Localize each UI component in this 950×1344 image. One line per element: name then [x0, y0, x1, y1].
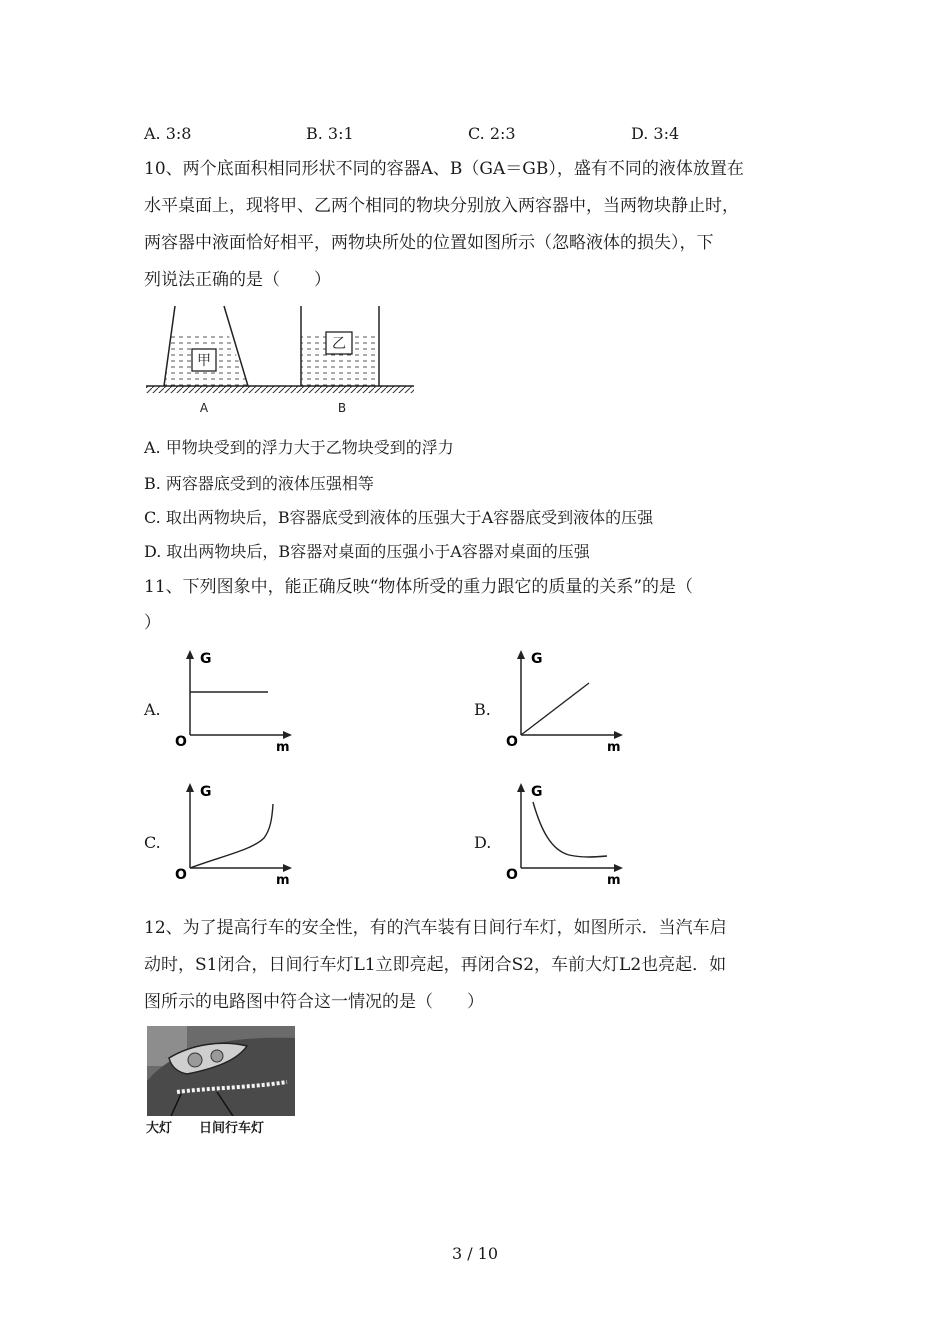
q9-option-a: A. 3:8	[144, 124, 192, 143]
graph-a-label: A.	[144, 700, 161, 719]
q10-option-d: D. 取出两物块后，B容器对桌面的压强小于A容器对桌面的压强	[144, 542, 590, 561]
graph-a-origin: O	[175, 734, 187, 750]
graph-d-curve	[533, 802, 607, 857]
graph-b-origin: O	[506, 734, 518, 750]
container-b-label: B	[337, 401, 347, 415]
car-headlight-photo	[147, 1026, 295, 1116]
graph-b-y-label: G	[531, 651, 543, 667]
graph-c-y-label: G	[200, 784, 212, 800]
block-yi-label: 乙	[332, 336, 346, 352]
photo-caption-headlight: 大灯	[146, 1121, 173, 1136]
graph-d	[503, 780, 628, 890]
q10-stem-line: 水平桌面上，现将甲、乙两个相同的物块分别放入两容器中，当两物块静止时，	[144, 196, 739, 216]
q9-option-c: C. 2:3	[468, 124, 516, 143]
graph-d-label: D.	[474, 833, 492, 852]
graph-a-x-label: m	[276, 740, 290, 755]
photo-caption-daytime-light: 日间行车灯	[199, 1121, 265, 1136]
graph-d-y-label: G	[531, 784, 543, 800]
q10-stem-line: 两容器中液面恰好相平，两物块所处的位置如图所示（忽略液体的损失），下	[144, 233, 714, 253]
graph-b-curve	[521, 683, 589, 735]
graph-b-label: B.	[474, 700, 491, 719]
graph-c-label: C.	[144, 833, 161, 852]
q11-stem-line: 11、下列图象中，能正确反映“物体所受的重力跟它的质量的关系”的是（	[144, 577, 694, 597]
q9-option-d: D. 3:4	[631, 124, 680, 143]
graph-d-x-label: m	[607, 873, 621, 888]
graph-b-x-label: m	[607, 740, 621, 755]
graph-c	[172, 780, 297, 890]
container-a-label: A	[199, 401, 209, 415]
page-number: 3 / 10	[451, 1244, 499, 1263]
q10-option-c: C. 取出两物块后，B容器底受到液体的压强大于A容器底受到液体的压强	[144, 508, 654, 527]
q12-stem-line: 12、为了提高行车的安全性，有的汽车装有日间行车灯，如图所示．当汽车启	[144, 918, 727, 938]
graph-d-origin: O	[506, 867, 518, 883]
graph-a	[172, 647, 297, 757]
graph-b	[503, 647, 628, 757]
q10-stem-line: 10、两个底面积相同形状不同的容器A、B（GA＝GB），盛有不同的液体放置在	[144, 159, 744, 179]
q10-option-a: A. 甲物块受到的浮力大于乙物块受到的浮力	[144, 438, 454, 457]
graph-a-y-label: G	[200, 651, 212, 667]
block-jia-label: 甲	[197, 353, 211, 369]
graph-c-curve	[190, 804, 273, 868]
graph-c-origin: O	[175, 867, 187, 883]
q10-containers-figure	[146, 304, 416, 416]
q11-stem-line: ）	[144, 613, 161, 633]
graph-c-x-label: m	[276, 873, 290, 888]
q10-stem-line: 列说法正确的是（ ）	[144, 270, 331, 290]
q10-option-b: B. 两容器底受到的液体压强相等	[144, 474, 374, 493]
q12-stem-line: 图所示的电路图中符合这一情况的是（ ）	[144, 992, 484, 1012]
q9-option-b: B. 3:1	[306, 124, 354, 143]
q12-stem-line: 动时，S1闭合，日间行车灯L1立即亮起，再闭合S2，车前大灯L2也亮起．如	[144, 955, 727, 975]
